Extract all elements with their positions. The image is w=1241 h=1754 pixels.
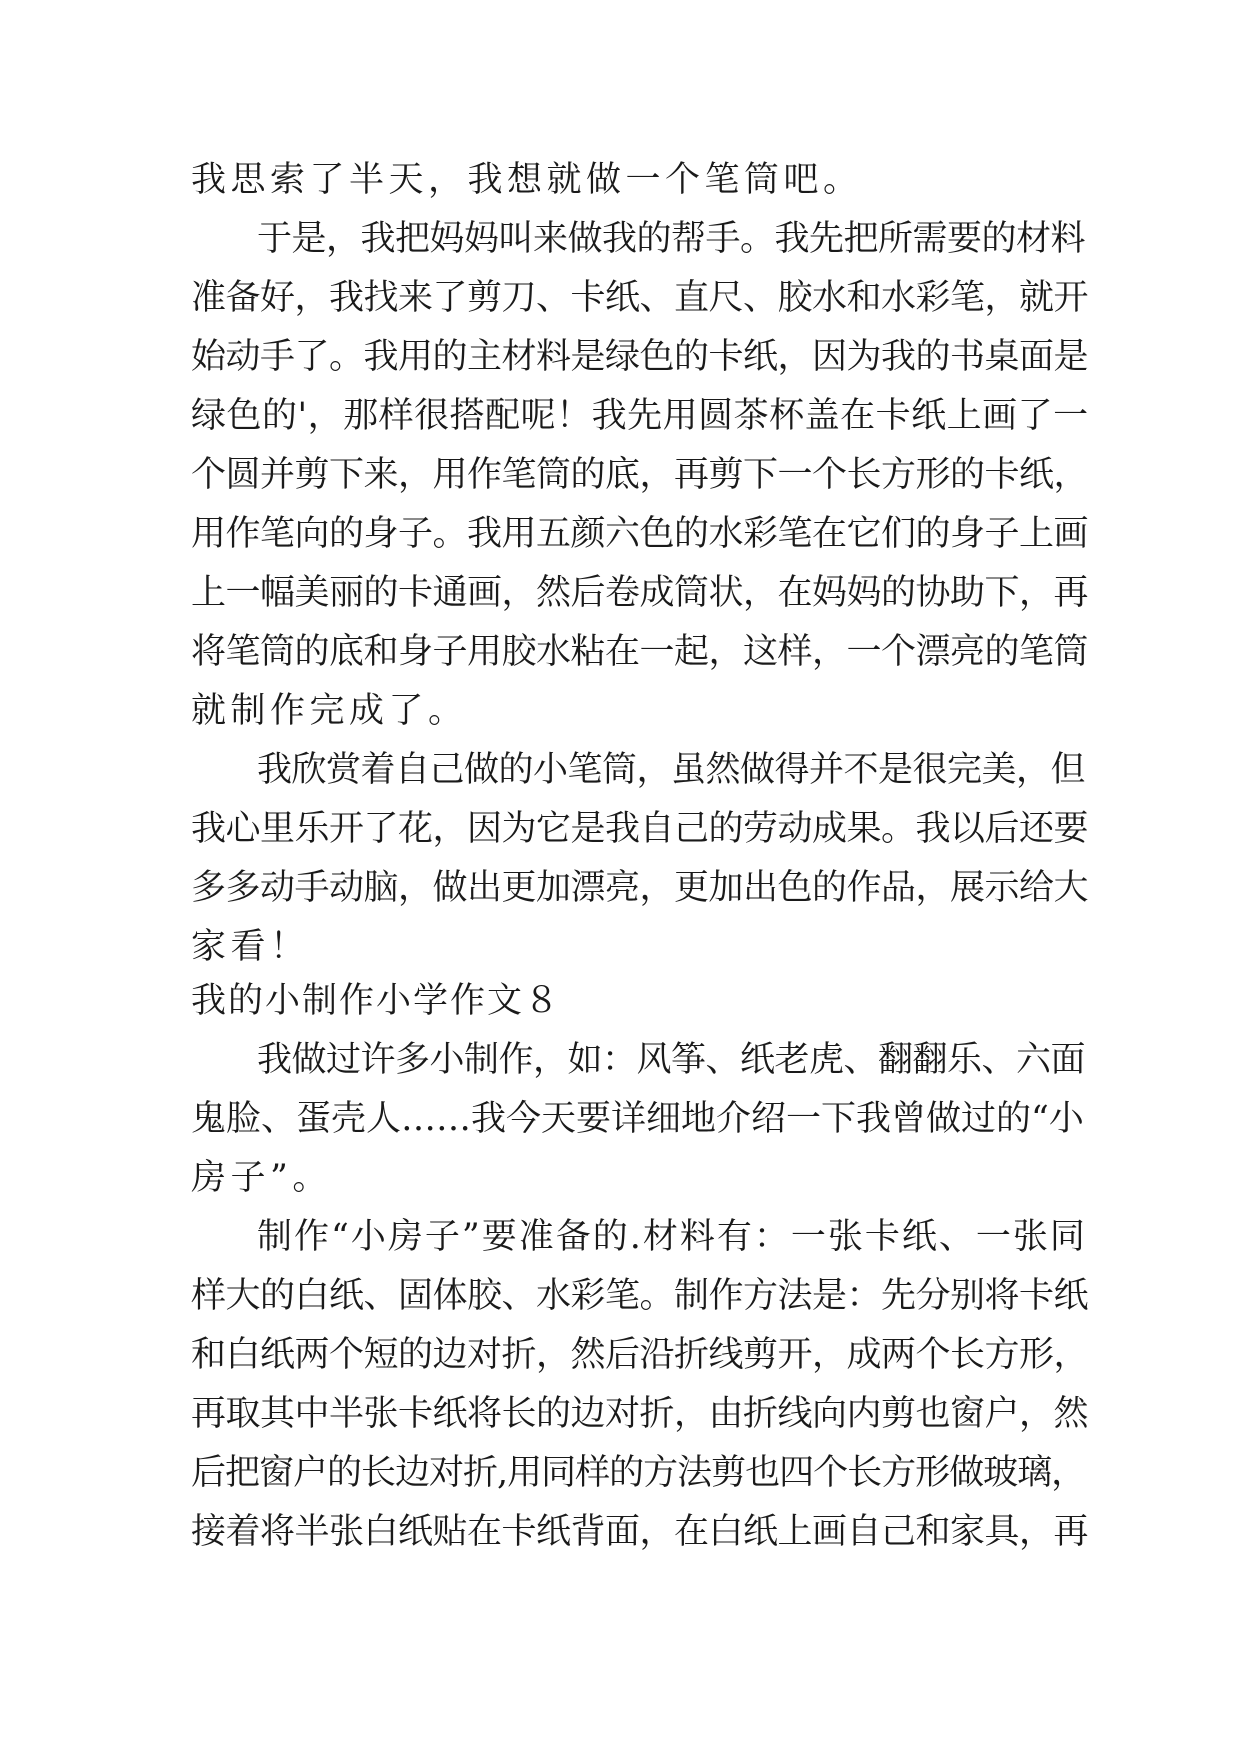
text-line: 后把窗户的长边对折,用同样的方法剪也四个长方形做玻璃， (191, 1453, 1086, 1493)
paragraph-start-line: 我欣赏着自己做的小笔筒，虽然做得并不是很完美，但 (257, 750, 1086, 790)
paragraph-start-line: 于是，我把妈妈叫来做我的帮手。我先把所需要的材料 (257, 219, 1086, 259)
text-line: 鬼脸、蛋壳人……我今天要详细地介绍一下我曾做过的“小 (191, 1099, 1084, 1139)
paragraph-start-line: 我做过许多小制作，如：风筝、纸老虎、翻翻乐、六面 (257, 1040, 1086, 1080)
text-line: 再取其中半张卡纸将长的边对折，由折线向内剪也窗户，然 (191, 1394, 1089, 1434)
text-line: 始动手了。我用的主材料是绿色的卡纸，因为我的书桌面是 (191, 337, 1089, 377)
section-heading: 我的小制作小学作文８ (191, 981, 562, 1021)
text-line: 房子”。 (191, 1158, 332, 1198)
text-line: 上一幅美丽的卡通画，然后卷成筒状，在妈妈的协助下，再 (191, 573, 1089, 613)
text-line: 将笔筒的底和身子用胶水粘在一起，这样，一个漂亮的笔筒 (191, 632, 1089, 672)
text-line: 准备好，我找来了剪刀、卡纸、直尺、胶水和水彩笔，就开 (191, 278, 1089, 318)
text-line: 绿色的'，那样很搭配呢！我先用圆茶杯盖在卡纸上画了一 (191, 396, 1089, 436)
text-line: 多多动手动脑，做出更加漂亮，更加出色的作品，展示给大 (191, 868, 1089, 908)
text-line: 和白纸两个短的边对折，然后沿折线剪开，成两个长方形， (191, 1335, 1089, 1375)
text-line: 家看！ (191, 927, 310, 967)
text-line: 就制作完成了。 (191, 691, 468, 731)
text-line: 样大的白纸、固体胶、水彩笔。制作方法是：先分别将卡纸 (191, 1276, 1089, 1316)
text-line: 我思索了半天，我想就做一个笔筒吧。 (191, 160, 863, 200)
paragraph-start-line: 制作“小房子”要准备的.材料有：一张卡纸、一张同 (257, 1217, 1087, 1257)
text-line: 个圆并剪下来，用作笔筒的底，再剪下一个长方形的卡纸， (191, 455, 1089, 495)
text-line: 我心里乐开了花，因为它是我自己的劳动成果。我以后还要 (191, 809, 1089, 849)
text-line: 接着将半张白纸贴在卡纸背面，在白纸上画自己和家具，再 (191, 1512, 1089, 1552)
text-line: 用作笔向的身子。我用五颜六色的水彩笔在它们的身子上画 (191, 514, 1089, 554)
